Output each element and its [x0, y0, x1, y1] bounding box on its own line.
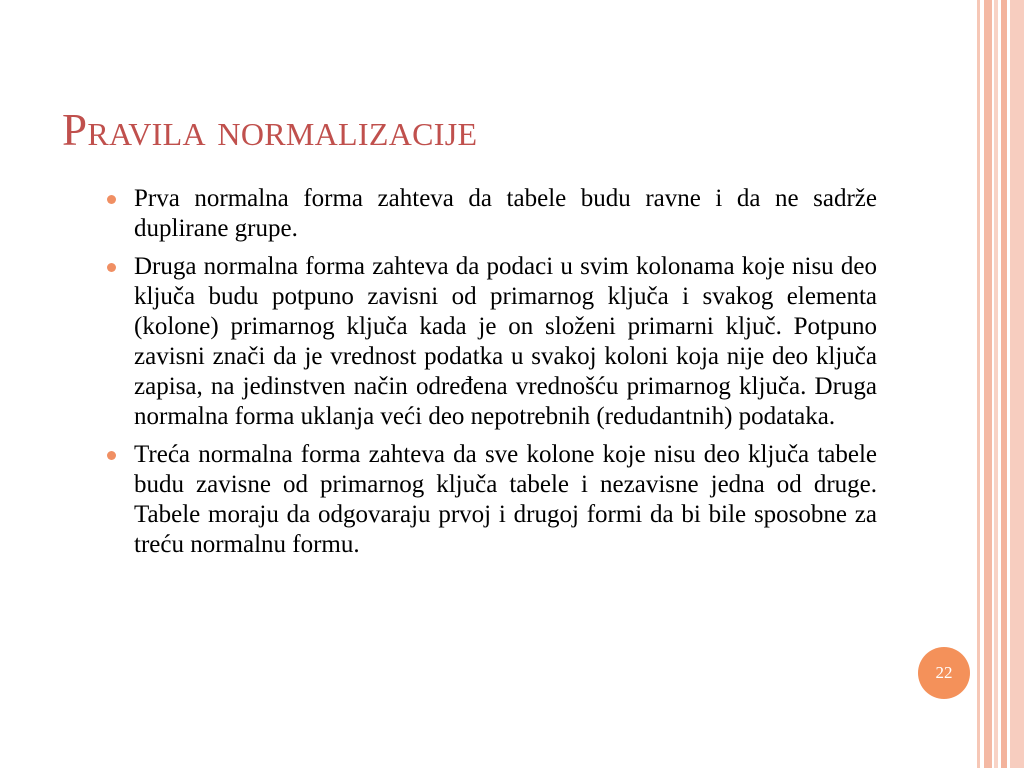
bullet-item: [106, 184, 877, 244]
bullet-dot-icon: [107, 451, 116, 460]
page-number-badge: [918, 647, 970, 699]
edge-stripe: [1001, 0, 1007, 768]
edge-stripe: [1010, 0, 1024, 768]
edge-stripe: [977, 0, 980, 768]
bullet-text: Prva normalna forma zahteva da tabele budu ravne i da ne sadrže duplirane grupe.: [134, 185, 877, 242]
edge-stripe: [994, 0, 998, 768]
slide-title: Pravila normalizacije: [62, 105, 478, 155]
edge-stripe: [984, 0, 992, 768]
bullet-item: [106, 252, 877, 432]
bullet-text: Druga normalna forma zahteva da podaci u svim kolonama koje nisu deo ključa budu potpuno zavisni od primarnog ključa i svakog elementa (kolone) primarnog ključa kada je on složeni primarni ključ. Potpuno zavisni znači da je vrednost podatka u svakoj koloni koja nije deo ključa zapisa, na jedinstven način određena vrednošću primarnog ključa. Druga normalna forma uklanja veći deo nepotrebnih (redudantnih) podataka.: [134, 253, 877, 430]
bullet-item: [106, 440, 877, 560]
bullet-dot-icon: [107, 195, 116, 204]
bullet-list: [106, 184, 877, 568]
page-number: 22: [935, 663, 953, 682]
bullet-dot-icon: [107, 263, 116, 272]
bullet-text: Treća normalna forma zahteva da sve kolone koje nisu deo ključa tabele budu zavisne od primarnog ključa tabele i nezavisne jedna od druge. Tabele moraju da odgovaraju prvoj i drugoj formi da bi bile sposobne za treću normalnu formu.: [134, 441, 877, 558]
